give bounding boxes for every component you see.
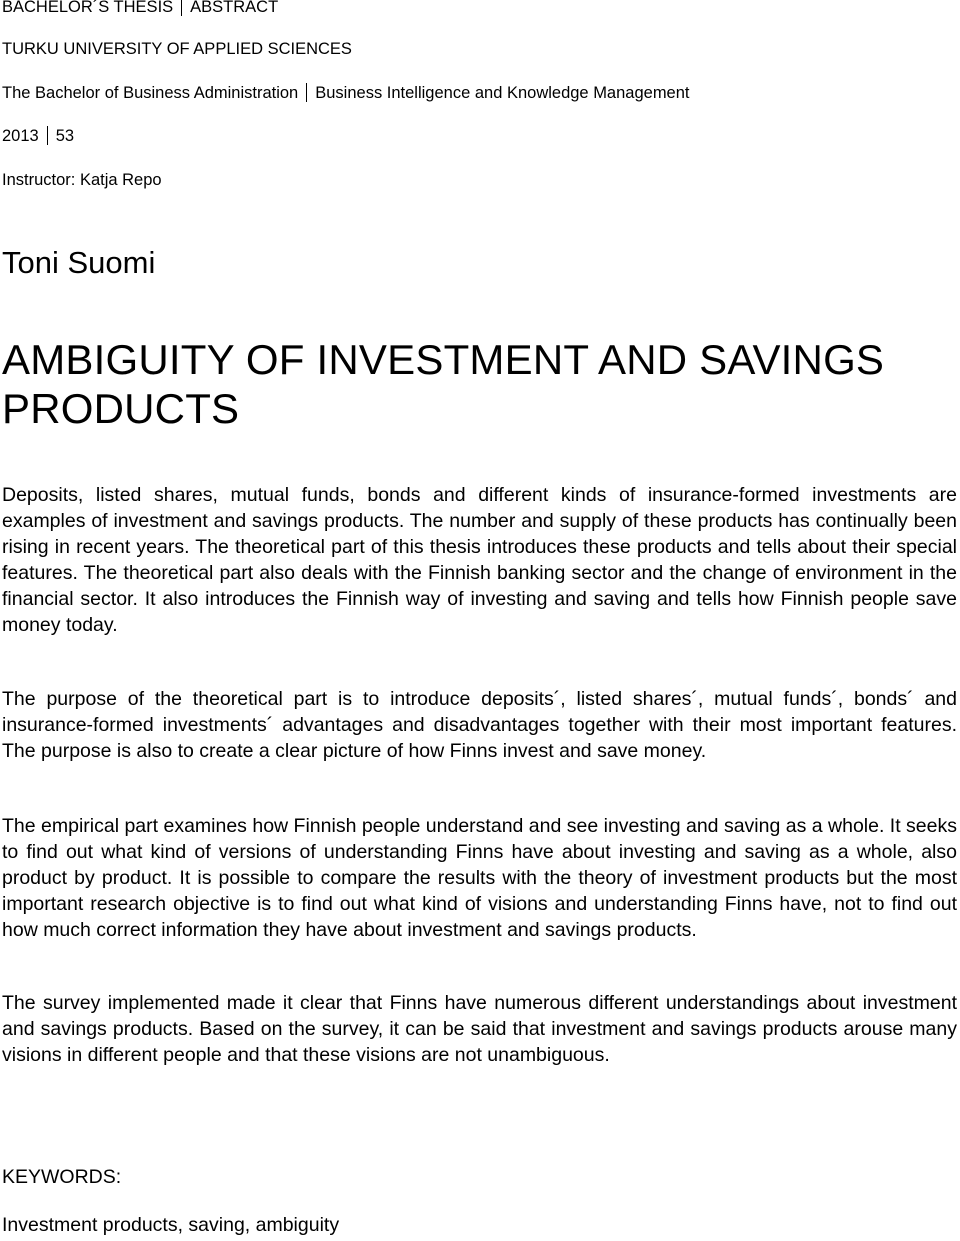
section-label: ABSTRACT [190,0,279,16]
separator [306,83,307,102]
abstract-paragraph-4: The survey implemented made it clear that Finns have numerous different understandings about investment and savings products. Based on the survey, it can be said that investment and savings products arouse many visions in different people and that these visions are not unambiguous. [2,992,957,1066]
degree-programme: The Bachelor of Business Administration [2,84,299,102]
thesis-type: BACHELOR´S THESIS [2,0,174,16]
university-name: TURKU UNIVERSITY OF APPLIED SCIENCES [2,40,352,58]
abstract-paragraph-2: The purpose of the theoretical part is to introduce deposits´, listed shares´, mutual funds´, bonds´ and insurance-formed investments´ advantages and disadvantages together with their most important features. The purpose is also to create a clear picture of how Finns invest and save money. [2,688,957,762]
keywords-list: Investment products, saving, ambiguity [2,1214,340,1236]
instructor: Instructor: Katja Repo [2,171,162,189]
separator [181,0,182,16]
author-name: Toni Suomi [2,245,156,280]
thesis-type-line [2,0,278,17]
thesis-title: AMBIGUITY OF INVESTMENT AND SAVINGS PRODUCTS [2,336,885,432]
separator [47,126,48,145]
page-count: 53 [55,127,75,145]
year-pages-line [2,126,74,146]
year: 2013 [2,127,39,145]
abstract-paragraph-1: Deposits, listed shares, mutual funds, bonds and different kinds of insurance-formed investments are examples of investment and savings products. The number and supply of these products has continually been rising in recent years. The theoretical part of this thesis introduces these products and tells about their special features. The theoretical part also deals with the Finnish banking sector and the change of environment in the financial sector. It also introduces the Finnish way of investing and saving and tells how Finnish people save money today. [2,484,957,636]
keywords-label: KEYWORDS: [2,1166,122,1188]
degree-line [2,83,690,103]
specialisation: Business Intelligence and Knowledge Management [315,84,690,102]
abstract-paragraph-3: The empirical part examines how Finnish people understand and see investing and saving as a whole. It seeks to find out what kind of versions of understanding Finns have about investing and saving as a whole, also product by product. It is possible to compare the results with the theory of investment products but the most important research objective is to find out what kind of visions and understanding Finns have, not to find out how much correct information they have about investment and savings products. [2,815,957,941]
